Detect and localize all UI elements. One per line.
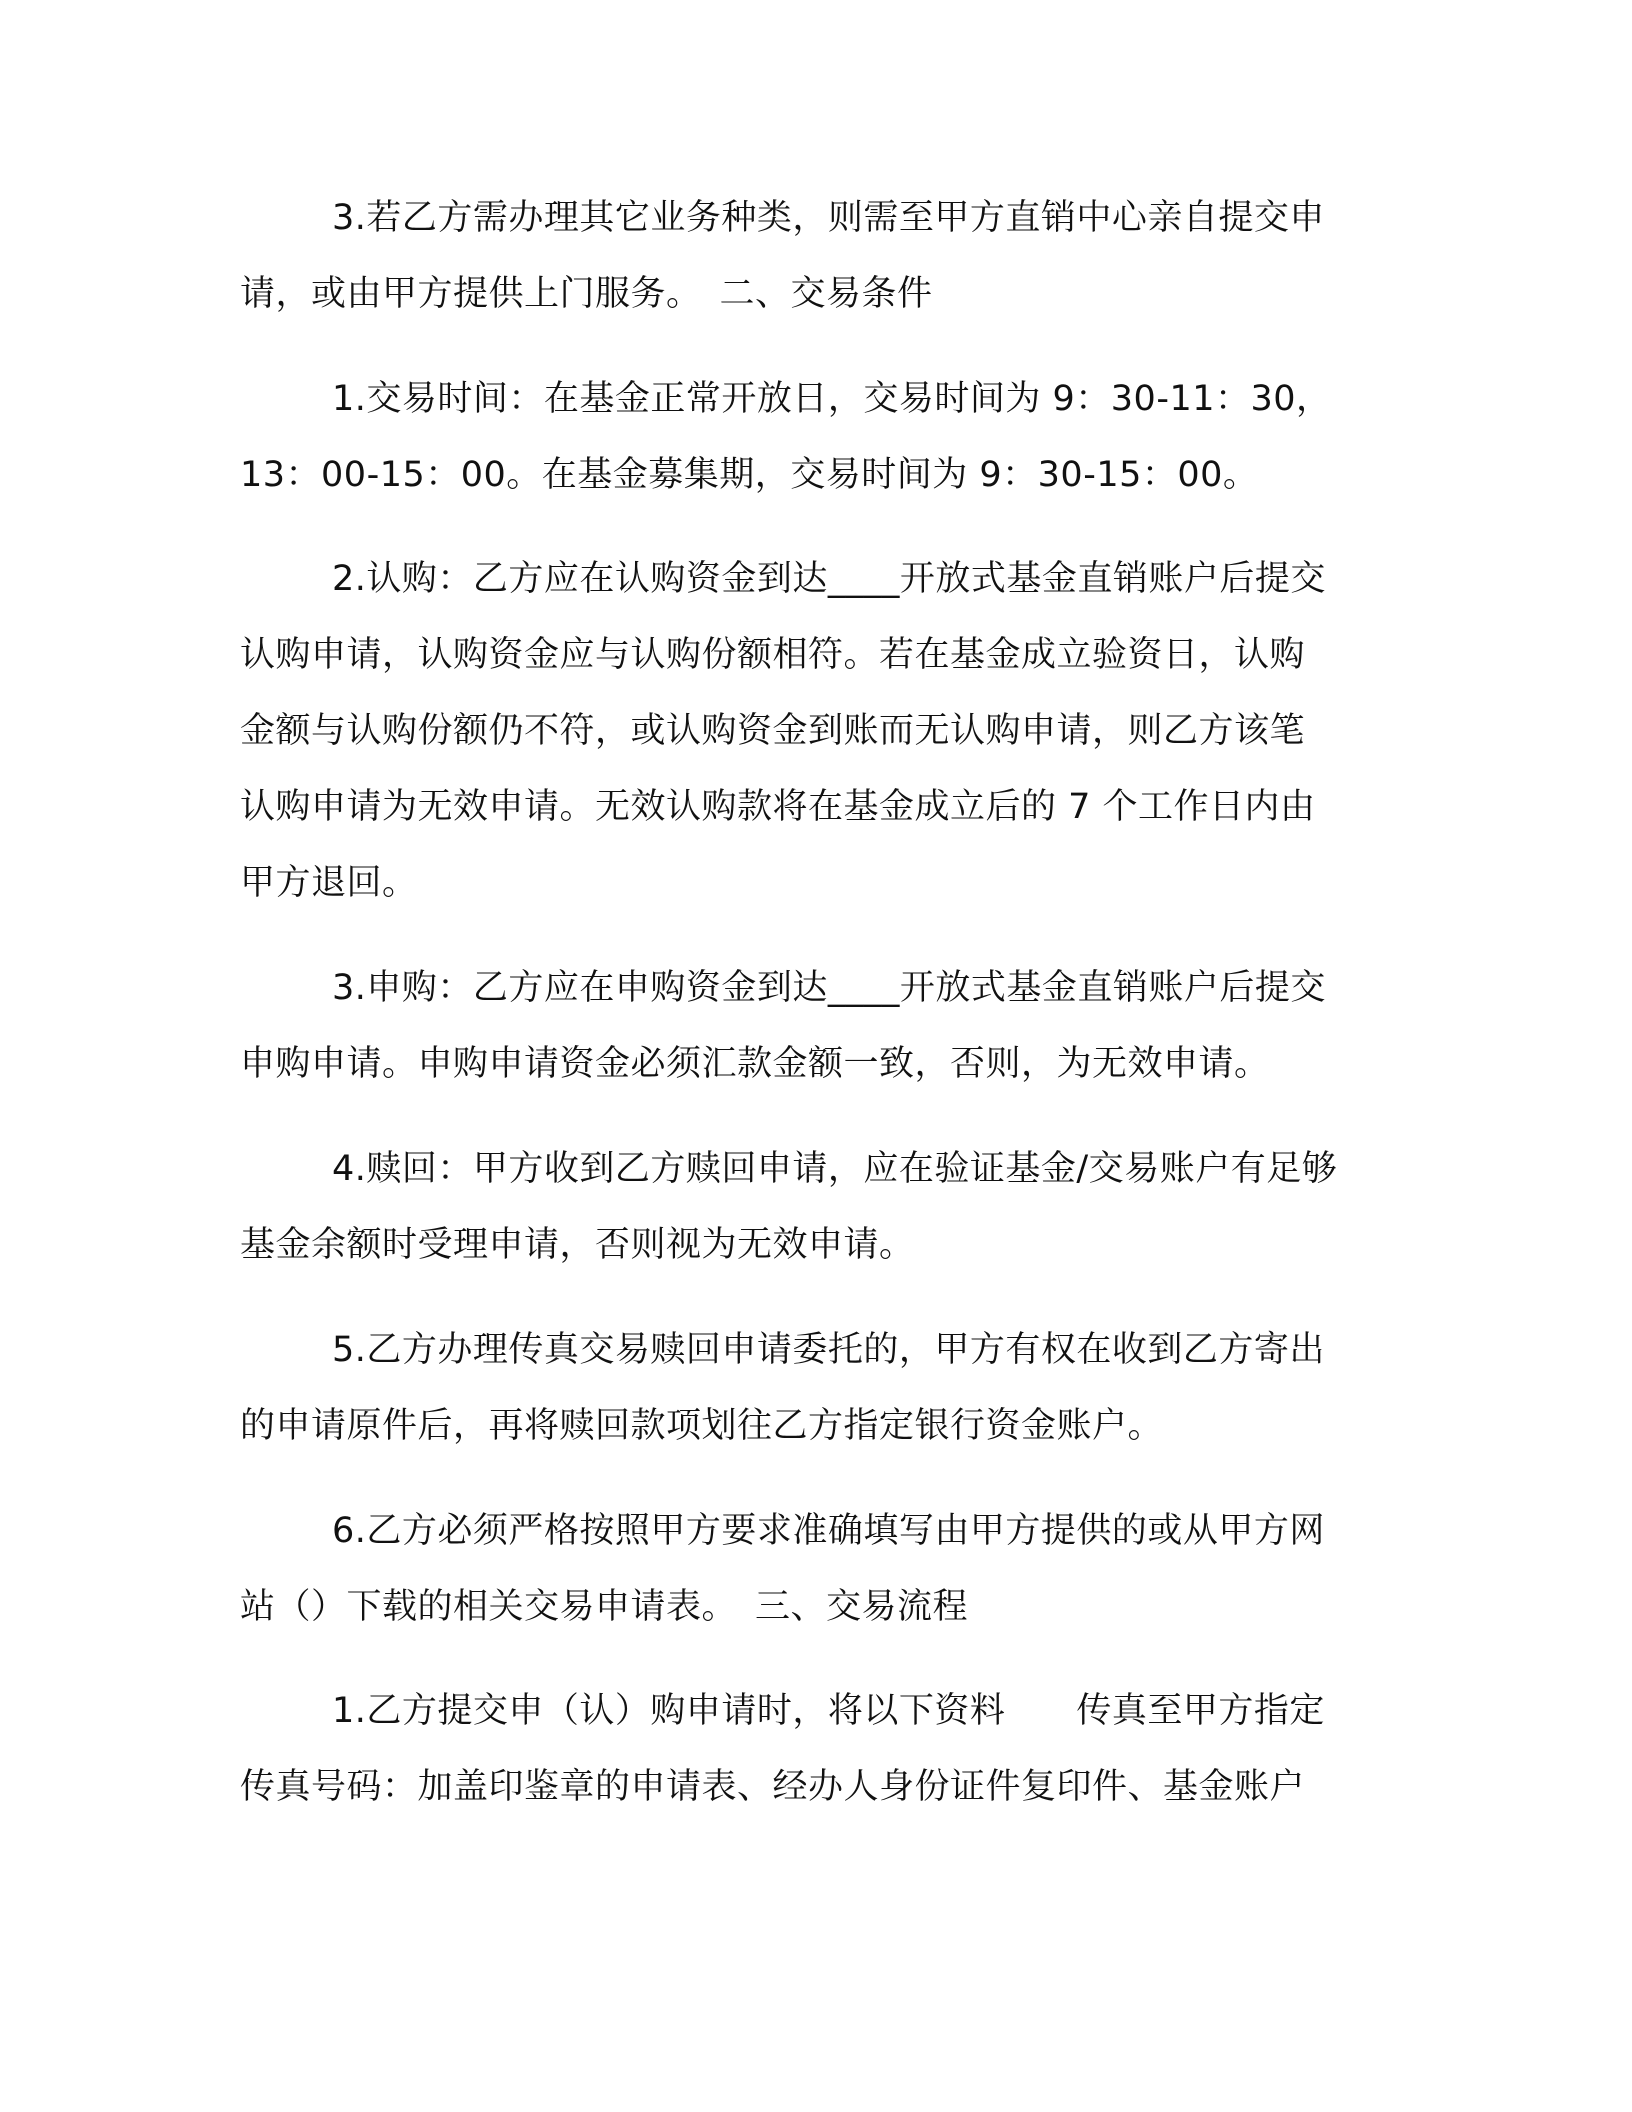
paragraph-line: 1.乙方提交申（认）购申请时，将以下资料 传真至甲方指定 — [332, 1691, 1325, 1731]
paragraph-subscription — [240, 541, 1380, 921]
paragraph-line: 认购申请，认购资金应与认购份额相符。若在基金成立验资日，认购 — [240, 635, 1306, 675]
paragraph-line: 站（）下载的相关交易申请表。 三、交易流程 — [240, 1587, 969, 1627]
paragraph-line: 13：00-15：00。在基金募集期，交易时间为 9：30-15：00。 — [240, 455, 1259, 495]
paragraph-application-form — [240, 1493, 1380, 1645]
paragraph-purchase — [240, 950, 1380, 1102]
paragraph-redemption — [240, 1131, 1380, 1283]
paragraph-line: 金额与认购份额仍不符，或认购资金到账而无认购申请，则乙方该笔 — [240, 711, 1306, 751]
paragraph-line: 3.申购：乙方应在申购资金到达____开放式基金直销账户后提交 — [332, 968, 1326, 1008]
paragraph-line: 2.认购：乙方应在认购资金到达____开放式基金直销账户后提交 — [332, 559, 1326, 599]
paragraph-trading-hours — [240, 361, 1380, 513]
paragraph-submission-materials — [240, 1673, 1380, 1825]
paragraph-line: 基金余额时受理申请，否则视为无效申请。 — [240, 1225, 915, 1265]
paragraph-line: 4.赎回：甲方收到乙方赎回申请，应在验证基金/交易账户有足够 — [332, 1149, 1338, 1189]
paragraph-line: 1.交易时间：在基金正常开放日，交易时间为 9：30-11：30， — [332, 379, 1332, 419]
paragraph-line: 6.乙方必须严格按照甲方要求准确填写由甲方提供的或从甲方网 — [332, 1511, 1325, 1551]
paragraph-line: 认购申请为无效申请。无效认购款将在基金成立后的 7 个工作日内由 — [240, 787, 1316, 827]
paragraph-line: 请，或由甲方提供上门服务。 二、交易条件 — [240, 274, 933, 314]
paragraph-fax-redemption — [240, 1312, 1380, 1464]
paragraph-line: 申购申请。申购申请资金必须汇款金额一致，否则，为无效申请。 — [240, 1044, 1270, 1084]
paragraph-line: 甲方退回。 — [240, 863, 418, 903]
paragraph-other-business — [240, 180, 1380, 332]
paragraph-line: 5.乙方办理传真交易赎回申请委托的，甲方有权在收到乙方寄出 — [332, 1330, 1325, 1370]
paragraph-line: 的申请原件后，再将赎回款项划往乙方指定银行资金账户。 — [240, 1406, 1164, 1446]
paragraph-line: 3.若乙方需办理其它业务种类，则需至甲方直销中心亲自提交申 — [332, 198, 1325, 238]
paragraph-line: 传真号码：加盖印鉴章的申请表、经办人身份证件复印件、基金账户 — [240, 1767, 1306, 1807]
